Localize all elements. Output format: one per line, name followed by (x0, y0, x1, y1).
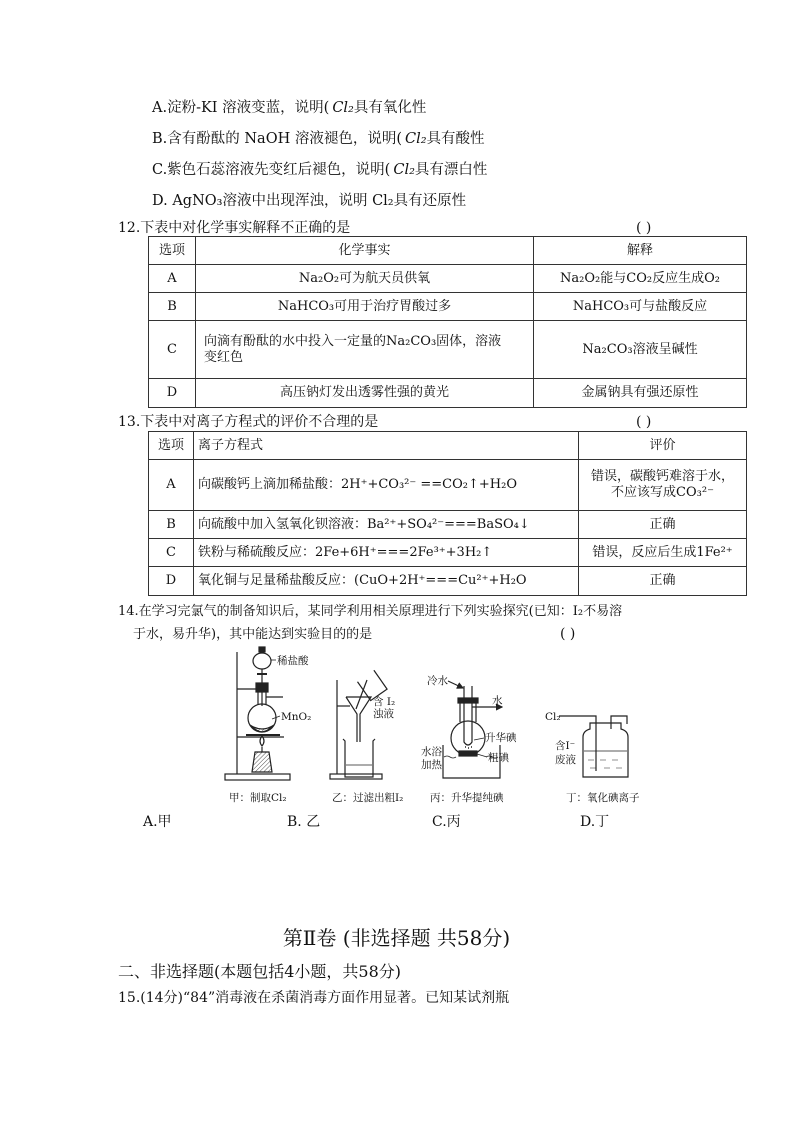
cell-explanation: Na₂O₂能与CO₂反应生成O₂ (534, 265, 747, 293)
cell-option: A (149, 460, 194, 511)
apparatus-yi (330, 670, 403, 804)
header-option: 选项 (149, 432, 194, 460)
cell-explanation: 金属钠具有强还原性 (534, 379, 747, 408)
option-suffix: 具有氧化性 (353, 100, 427, 116)
apparatus-ding (545, 711, 640, 804)
flask-reagent (250, 725, 274, 732)
cell-fact: Na₂O₂可为航天员供氧 (196, 265, 534, 293)
q13-stem: 13.下表中对离子方程式的评价不合理的是 (118, 414, 379, 430)
cell-equation: 铁粉与稀硫酸反应：2Fe+6H⁺===2Fe³⁺+3H₂↑ (194, 539, 579, 567)
water-bath-label-line2: 加热 (421, 759, 442, 771)
cell-evaluation: 错误，反应后生成1Fe²⁺ (579, 539, 747, 567)
figure-caption-jia: 甲：制取Cl₂ (229, 792, 287, 804)
q14-option-c: C.丙 (432, 814, 461, 830)
leader-line (474, 738, 484, 740)
apparatus-bing (421, 674, 517, 804)
q11-option-a (152, 100, 426, 117)
cell-option: D (149, 567, 194, 596)
q12-stem: 12.下表中对化学事实解释不正确的是 (118, 220, 351, 236)
liquid-hatching (588, 760, 622, 768)
gas-washing-bottle (583, 723, 628, 777)
cell-option: B (149, 511, 194, 539)
leader-line (477, 754, 487, 757)
turbid-liquid-label-line2: 浊液 (373, 708, 394, 720)
table-row (149, 321, 747, 379)
cell-fact: NaHCO₃可用于治疗胃酸过多 (196, 293, 534, 321)
cell-option: D (149, 379, 196, 408)
section-title: 第Ⅱ卷 (非选择题 共58分) (282, 926, 511, 950)
round-bottom-flask (451, 721, 485, 755)
cell-fact (196, 321, 534, 379)
cell-evaluation-line: 不应该写成CO₃²⁻ (611, 485, 714, 500)
cell-explanation: NaHCO₃可与盐酸反应 (534, 293, 747, 321)
turbid-liquid-label-line1: 含 I₂ (373, 696, 396, 708)
flask-neck (460, 703, 476, 722)
sublimed-iodine-crystals (465, 747, 472, 748)
figure-caption-yi: 乙：过滤出粗I₂ (332, 792, 404, 804)
receiving-beaker (343, 739, 375, 777)
apparatus-jia (225, 647, 311, 804)
cell-fact-line: 变红色 (204, 349, 244, 365)
q14-answer-paren: ( ) (560, 626, 576, 642)
cell-evaluation: 正确 (579, 511, 747, 539)
option-prefix: A.淀粉-KI 溶液变蓝，说明( (152, 100, 330, 116)
stand-base (225, 774, 290, 780)
section-subtitle: 二、非选择题(本题包括4小题，共58分) (118, 962, 402, 981)
water-bath-label-line1: 水浴 (421, 746, 442, 758)
header-explanation: 解释 (534, 237, 747, 265)
cell-equation: 向硫酸中加入氢氧化钡溶液：Ba²⁺+SO₄²⁻===BaSO₄↓ (194, 511, 579, 539)
table-row (149, 379, 747, 408)
funnel-label: 稀盐酸 (277, 655, 309, 667)
table-row (149, 265, 747, 293)
table-row (149, 567, 747, 596)
cell-equation: 氧化铜与足量稀盐酸反应：(CuO+2H⁺===Cu²⁺+H₂O (194, 567, 579, 596)
q11-option-b (152, 131, 485, 148)
table-row (149, 539, 747, 567)
q13-answer-paren: ( ) (636, 414, 652, 430)
q14-stem-line2: 于水，易升华)，其中能达到实验目的的是 (133, 627, 373, 642)
q11-option-c (152, 162, 487, 179)
option-formula: Cl₂ (405, 131, 427, 147)
cell-option: B (149, 293, 196, 321)
crude-iodine (459, 751, 477, 756)
cold-finger-tube (464, 686, 472, 745)
q12-table (148, 236, 747, 408)
q14-option-b: B. 乙 (287, 814, 321, 830)
cell-explanation: Na₂CO₃溶液呈碱性 (534, 321, 747, 379)
crude-iodine-label: 粗碘 (488, 752, 509, 764)
q14-apparatus-figure (215, 645, 655, 810)
table-header-row (149, 432, 747, 460)
cell-evaluation (579, 460, 747, 511)
q12-answer-paren: ( ) (636, 220, 652, 236)
header-equation: 离子方程式 (194, 432, 579, 460)
funnel-stopper (259, 647, 265, 652)
option-suffix: 具有漂白性 (414, 162, 488, 178)
chlorine-label: Cl₂ (545, 711, 561, 723)
table-row (149, 460, 747, 511)
option-prefix: C.紫色石蕊溶液先变红后褪色，说明( (152, 162, 391, 178)
cell-evaluation: 正确 (579, 567, 747, 596)
cell-fact: 高压钠灯发出透雾性强的黄光 (196, 379, 534, 408)
cold-water-arrow (448, 681, 463, 688)
option-formula: Cl₂ (332, 100, 354, 116)
table-row (149, 511, 747, 539)
header-evaluation: 评价 (579, 432, 747, 460)
figure-caption-bing: 丙：升华提纯碘 (430, 792, 504, 804)
q14-option-d: D.丁 (580, 814, 610, 830)
rubber-stopper (458, 698, 478, 703)
cell-evaluation-line: 错误，碳酸钙难溶于水， (590, 469, 734, 484)
rubber-stopper (256, 683, 268, 692)
cold-water-label: 冷水 (427, 675, 448, 687)
table-header-row (149, 237, 747, 265)
header-fact: 化学事实 (196, 237, 534, 265)
header-option: 选项 (149, 237, 196, 265)
cell-fact-line: 向滴有酚酞的水中投入一定量的Na₂CO₃固体，溶液 (204, 333, 502, 349)
waste-liquid-label-line2: 废液 (555, 754, 576, 766)
cell-equation: 向碳酸钙上滴加稀盐酸：2H⁺+CO₃²⁻ ==CO₂↑+H₂O (194, 460, 579, 511)
waste-liquid-label-line1: 含I⁻ (555, 740, 576, 752)
cell-option: A (149, 265, 196, 293)
q14-stem-line1: 14.在学习完氯气的制备知识后，某同学利用相关原理进行下列实验探究(已知：I₂不易溶 (118, 604, 623, 619)
q11-option-d: D. AgNO₃溶液中出现浑浊，说明 Cl₂具有还原性 (152, 193, 467, 209)
cell-option: C (149, 539, 194, 567)
cell-option: C (149, 321, 196, 379)
sublimed-iodine-label: 升华碘 (485, 732, 517, 744)
q14-option-a: A.甲 (143, 814, 172, 830)
table-row (149, 293, 747, 321)
q15-stem: 15.(14分)“84”消毒液在杀菌消毒方面作用显著。已知某试剂瓶 (118, 990, 510, 1006)
flask-label: MnO₂ (281, 711, 312, 723)
option-formula: Cl₂ (393, 162, 415, 178)
water-label: 水 (492, 695, 503, 707)
q13-table (148, 431, 747, 596)
figure-caption-ding: 丁：氧化碘离子 (566, 792, 640, 804)
alcohol-lamp (252, 752, 272, 772)
option-prefix: B.含有酚酞的 NaOH 溶液褪色，说明( (152, 131, 403, 147)
option-suffix: 具有酸性 (426, 131, 485, 147)
separatory-funnel (253, 653, 271, 669)
